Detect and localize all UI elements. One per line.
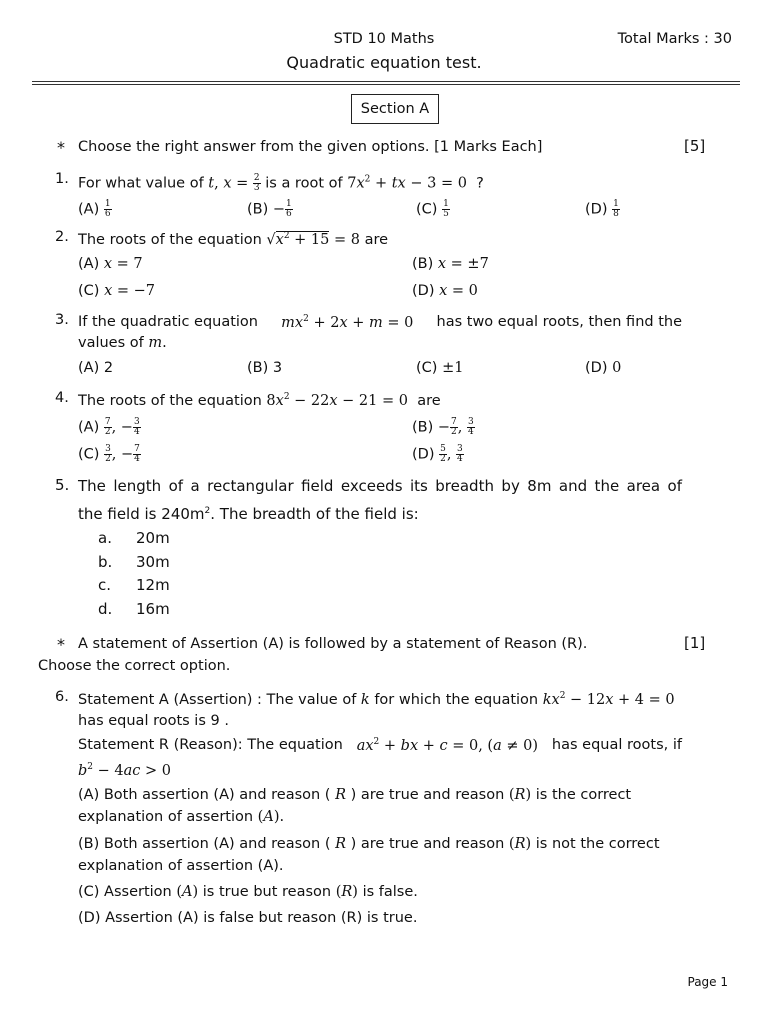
option-b-line2: explanation of assertion (A). xyxy=(78,858,284,874)
instruction-star: * xyxy=(57,635,65,654)
option-a: (A) $\frac{1}{6}$ xyxy=(78,199,111,219)
option-b: (B) 3 xyxy=(247,360,283,376)
reason-line2: $b^2 - 4ac > 0$ xyxy=(78,762,171,779)
option-d: (D) $\frac{5}{2}$ , $\frac{3}{4}$ xyxy=(412,444,463,464)
option-value: 20m xyxy=(136,529,170,547)
option-label: d. xyxy=(98,600,113,618)
option-b-line1: (B) Both assertion (A) and reason ( R ) are true and reason (R) is not the correct xyxy=(78,836,660,852)
question-number: 1. xyxy=(55,171,69,187)
total-marks: Total Marks : 30 xyxy=(617,31,732,47)
option-b: (B) x = ±7 xyxy=(412,256,489,272)
option-c: (C) ±1 xyxy=(416,360,464,376)
assertion-line1: Statement A (Assertion) : The value of k for which the equation $kx^2 - 12x + 4 = 0$ xyxy=(78,691,675,708)
option-a: (A) $\frac{7}{2}$ , − $\frac{3}{4}$ xyxy=(78,417,140,437)
option-label: b. xyxy=(98,553,113,571)
question-number: 6. xyxy=(55,689,69,705)
question-3-line2: values of m. xyxy=(78,335,167,351)
option-d: (D) $\frac{1}{8}$ xyxy=(585,199,619,219)
question-number: 5. xyxy=(55,476,70,494)
option-a-line2: explanation of assertion (A). xyxy=(78,809,285,825)
instruction-marks: [5] xyxy=(684,137,706,155)
assertion-line2: has equal roots is 9 . xyxy=(78,713,229,729)
option-value: 12m xyxy=(136,576,170,594)
question-2-text: The roots of the equation $√x^2 + 15 = 8$ are xyxy=(78,231,389,248)
instruction-text-line2: Choose the correct option. xyxy=(38,658,231,674)
question-5-line2: the field is $240m^2$. The breadth of the field is: xyxy=(78,505,419,523)
question-number: 3. xyxy=(55,312,69,328)
instruction-text: A statement of Assertion (A) is followed by a statement of Reason (R). xyxy=(78,636,588,652)
section-label: Section A xyxy=(351,94,439,124)
option-value: 16m xyxy=(136,600,170,618)
question-number: 2. xyxy=(55,229,69,245)
instruction-star: * xyxy=(57,138,65,157)
option-d: (D) x = 0 xyxy=(412,283,478,299)
question-5-line1: The length of a rectangular field exceeds its breadth by 8m and the area of xyxy=(78,477,682,495)
subject-heading: STD 10 Maths xyxy=(333,31,435,47)
reason-line1: Statement R (Reason): The equation $ax^2$ + bx + c = 0, (a ≠ 0) has equal roots, if xyxy=(78,737,682,754)
option-a: (A) x = 7 xyxy=(78,256,143,272)
option-c: (C) $\frac{3}{2}$ , − $\frac{7}{4}$ xyxy=(78,444,140,464)
header-divider-double xyxy=(32,84,740,85)
header-divider xyxy=(32,81,740,82)
instruction-marks: [1] xyxy=(684,634,706,652)
option-b: (B) − $\frac{1}{6}$ xyxy=(247,199,292,219)
option-label: c. xyxy=(98,576,112,594)
question-4-text: The roots of the equation $8x^2 - 22x - 21 = 0$ are xyxy=(78,392,441,409)
option-label: a. xyxy=(98,529,112,547)
option-a: (A) 2 xyxy=(78,360,114,376)
question-3-line1: If the quadratic equation $mx^2 + 2x + m = 0$ has two equal roots, then find the xyxy=(78,314,682,331)
option-c: (C) Assertion (A) is true but reason (R) is false. xyxy=(78,884,418,900)
instruction-text: Choose the right answer from the given options. [1 Marks Each] xyxy=(78,139,543,155)
option-c: (C) x = −7 xyxy=(78,283,155,299)
test-title: Quadratic equation test. xyxy=(286,53,482,72)
option-a-line1: (A) Both assertion (A) and reason ( R ) are true and reason (R) is the correct xyxy=(78,787,632,803)
option-b: (B) − $\frac{7}{2}$ , $\frac{3}{4}$ xyxy=(412,417,474,437)
page-number: Page 1 xyxy=(687,975,728,989)
option-d: (D) 0 xyxy=(585,360,622,376)
option-value: 30m xyxy=(136,553,170,571)
option-d: (D) Assertion (A) is false but reason (R) is true. xyxy=(78,910,418,926)
option-c: (C) $\frac{1}{5}$ xyxy=(416,199,449,219)
question-number: 4. xyxy=(55,390,69,406)
question-1-text: For what value of t, x = $\frac{2}{3}$ is a root of $7x^2$ + tx − 3 = 0 ? xyxy=(78,173,484,193)
